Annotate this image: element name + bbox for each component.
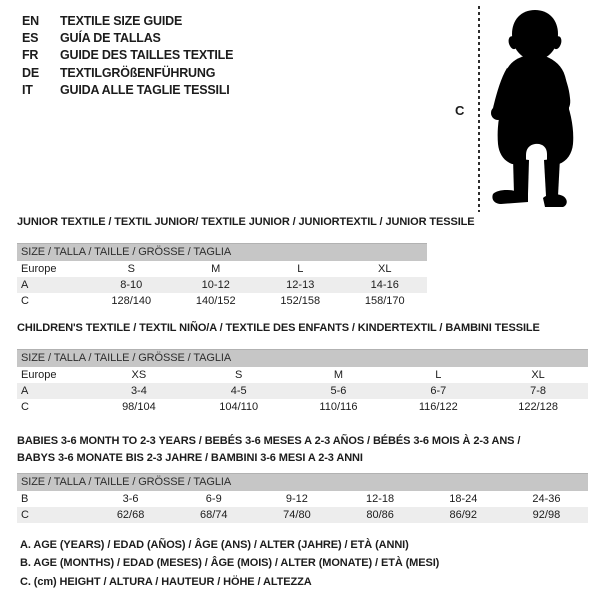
row-label: A (21, 279, 29, 291)
size-cell: 98/104 (122, 401, 156, 413)
language-code: FR (22, 48, 39, 63)
height-measure-label: C (455, 103, 465, 118)
language-row (22, 13, 233, 30)
language-row (22, 47, 233, 64)
row-label: C (21, 295, 29, 307)
size-cell: 6-7 (430, 385, 447, 397)
language-code: ES (22, 31, 39, 46)
size-cell: L (435, 369, 442, 381)
size-cell: 74/80 (283, 509, 311, 521)
size-cell: 12-18 (366, 493, 395, 505)
size-header-band: SIZE / TALLA / TAILLE / GRÖSSE / TAGLIA (17, 473, 588, 491)
table-title: JUNIOR TEXTILE / TEXTIL JUNIOR/ TEXTILE JUNIOR / JUNIORTEXTIL / JUNIOR TESSILE (17, 216, 475, 228)
size-cell: 10-12 (201, 279, 230, 291)
row-label: Europe (21, 369, 57, 381)
table-row (17, 399, 588, 415)
size-cell: 110/116 (319, 401, 358, 413)
table-title-block (17, 433, 588, 467)
legend-line-b: B. AGE (MONTHS) / EDAD (MESES) / ÂGE (MOIS) / ALTER (MONATE) / ETÀ (MESI) (20, 557, 440, 570)
size-cell: 152/158 (280, 295, 321, 307)
size-cell: 140/152 (195, 295, 236, 307)
size-cell: M (211, 263, 221, 275)
size-cell: 104/110 (219, 401, 259, 413)
size-cell: 92/98 (532, 509, 561, 521)
size-header-band: SIZE / TALLA / TAILLE / GRÖSSE / TAGLIA (17, 243, 427, 261)
size-cell: 9-12 (285, 493, 308, 505)
size-header-band: SIZE / TALLA / TAILLE / GRÖSSE / TAGLIA (17, 349, 588, 367)
size-cell: 8-10 (120, 279, 143, 291)
size-cell: XS (131, 369, 147, 381)
size-cell: 4-5 (230, 385, 247, 397)
guide-title: TEXTILE SIZE GUIDE (60, 14, 183, 28)
size-cell: 158/170 (364, 295, 405, 307)
language-row (22, 65, 233, 82)
size-cell: XL (378, 263, 392, 275)
guide-title: TEXTILGRÖßENFÜHRUNG (60, 65, 216, 80)
size-cell: 128/140 (111, 295, 152, 307)
size-cell: 68/74 (199, 509, 228, 521)
size-cell: S (235, 369, 243, 381)
table-title-line: BABYS 3-6 MONATE BIS 2-3 JAHRE / BAMBINI 3-6 MESI A 2-3 ANNI (17, 452, 363, 464)
language-code: IT (22, 82, 33, 97)
measurement-legend (20, 536, 439, 591)
size-cell: S (127, 263, 135, 275)
size-cell: 3-4 (130, 385, 147, 397)
size-cell: 14-16 (370, 279, 399, 291)
table-row (17, 491, 588, 507)
table-row (17, 383, 588, 399)
size-cell: 18-24 (449, 493, 478, 505)
size-cell: 86/92 (449, 509, 478, 521)
size-cell: 7-8 (530, 385, 547, 397)
row-label: Europe (21, 263, 57, 275)
language-code: DE (22, 65, 39, 80)
size-cell: 3-6 (122, 493, 139, 505)
row-label: B (21, 493, 29, 505)
language-row (22, 82, 233, 99)
table-row (17, 277, 427, 293)
babies-textile-table (17, 433, 588, 523)
size-cell: 80/86 (366, 509, 394, 521)
size-cell: 12-13 (286, 279, 315, 291)
guide-title: GUIDA ALLE TAGLIE TESSILI (60, 82, 230, 97)
language-row (22, 30, 233, 47)
table-title: CHILDREN'S TEXTILE / TEXTIL NIÑO/A / TEXTILE DES ENFANTS / KINDERTEXTIL / BAMBINI TESSILE (17, 322, 540, 334)
size-cell: L (297, 263, 304, 275)
dotted-measure-line (478, 6, 480, 212)
size-cell: 5-6 (330, 385, 347, 397)
legend-line-a: A. AGE (YEARS) / EDAD (AÑOS) / ÂGE (ANS) / ALTER (JAHRE) / ETÀ (ANNI) (20, 539, 409, 551)
junior-textile-table (17, 216, 475, 309)
guide-title: GUÍA DE TALLAS (60, 31, 161, 46)
row-label: A (21, 385, 29, 397)
language-title-block (22, 13, 233, 99)
guide-title: GUIDE DES TAILLES TEXTILE (60, 48, 234, 63)
children-textile-table (17, 322, 588, 415)
size-cell: 62/68 (116, 509, 145, 521)
table-title-line: BABIES 3-6 MONTH TO 2-3 YEARS / BEBÉS 3-6 MESES A 2-3 AÑOS / BÉBÉS 3-6 MOIS À 2-3 ANS / (17, 435, 521, 447)
row-label: C (21, 401, 29, 413)
legend-line-c: C. (cm) HEIGHT / ALTURA / HAUTEUR / HÖHE / ALTEZZA (20, 575, 312, 588)
size-cell: XL (531, 369, 545, 381)
row-label: C (21, 509, 29, 521)
baby-silhouette-icon (489, 8, 579, 212)
size-cell: 116/122 (418, 401, 458, 413)
table-row (17, 293, 427, 309)
size-cell: 6-9 (205, 493, 222, 505)
table-row (17, 507, 588, 523)
table-row (17, 367, 588, 383)
size-cell: 122/128 (518, 401, 558, 413)
language-code: EN (22, 14, 39, 28)
size-cell: 24-36 (532, 493, 561, 505)
table-row (17, 261, 427, 277)
size-cell: M (333, 369, 344, 381)
